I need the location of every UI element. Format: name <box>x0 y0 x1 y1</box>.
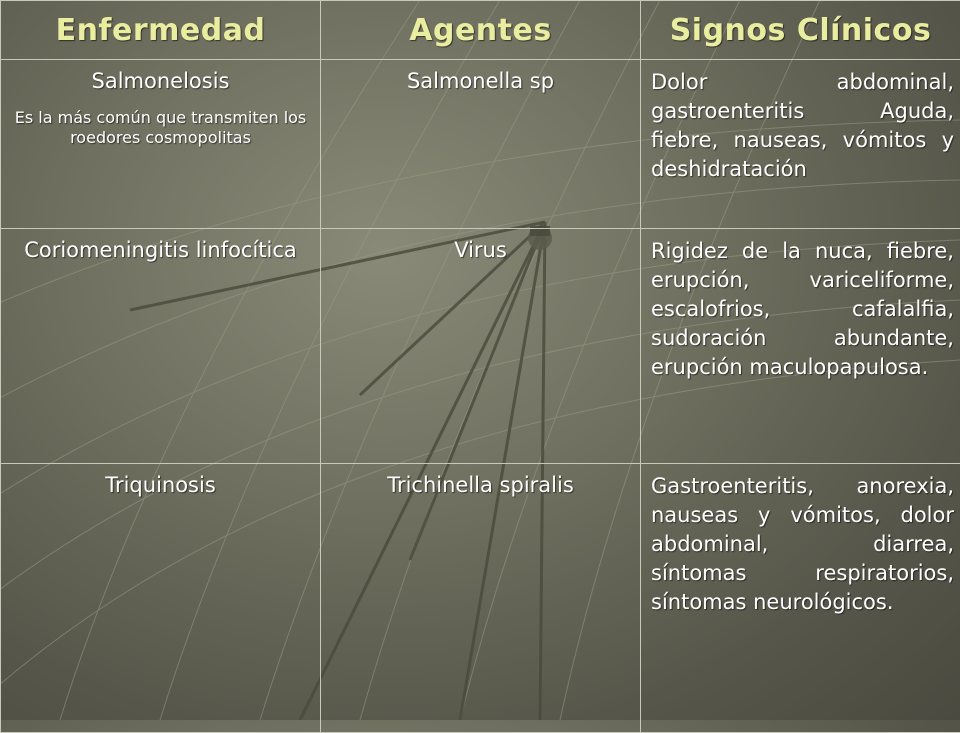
agent-cell: Salmonella sp <box>321 60 641 229</box>
column-header-disease: Enfermedad <box>1 1 321 60</box>
clinical-signs-cell: Dolor abdominal, gastroenteritis Aguda, fiebre, nauseas, vómitos y deshidratación <box>641 60 960 229</box>
disease-note: Es la más común que transmiten los roedores cosmopolitas <box>11 108 310 148</box>
disease-cell <box>1 60 321 229</box>
table-row <box>1 229 960 464</box>
column-header-agents: Agentes <box>321 1 641 60</box>
disease-cell <box>1 464 321 733</box>
disease-name: Triquinosis <box>105 473 216 497</box>
table-header-row <box>1 1 960 60</box>
disease-name: Coriomeningitis linfocítica <box>24 238 297 262</box>
table-row <box>1 60 960 229</box>
table-row <box>1 464 960 733</box>
disease-cell <box>1 229 321 464</box>
disease-name: Salmonelosis <box>92 69 230 93</box>
column-header-clinical-signs: Signos Clínicos <box>641 1 960 60</box>
agent-cell: Virus <box>321 229 641 464</box>
agent-cell: Trichinella spiralis <box>321 464 641 733</box>
clinical-signs-cell: Rigidez de la nuca, fiebre, erupción, variceliforme, escalofrios, cafalalfia, sudoración abundante, erupción maculopapulosa. <box>641 229 960 464</box>
clinical-signs-cell: Gastroenteritis, anorexia, nauseas y vómitos, dolor abdominal, diarrea, síntomas respiratorios, síntomas neurológicos. <box>641 464 960 733</box>
